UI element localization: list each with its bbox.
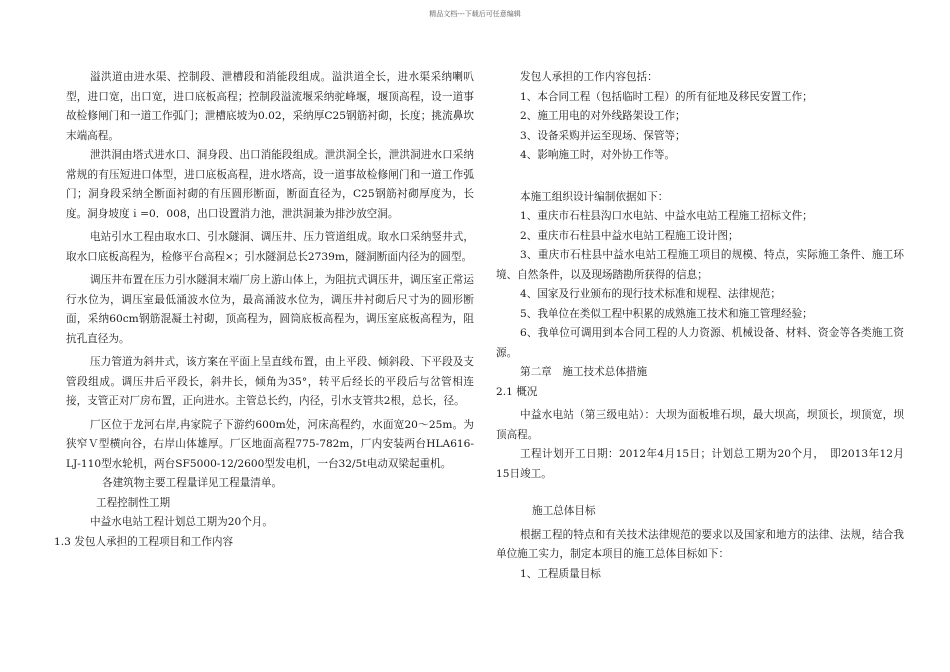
basis-item-2: 2、重庆市石柱县中益水电站工程施工设计图； xyxy=(520,229,739,242)
section-1-3-heading: 1.3 发包人承担的工程项目和工作内容 xyxy=(54,535,234,548)
flood-tunnel-paragraph: 泄洪洞由塔式进水口、洞身段、出口消能段组成。泄洪洞全长，泄洪洞进水口采纳常规的有压短进口体型，进口底板高程，进水塔高，设一道事故检修闸门和一道工作弧门；洞身段采纳全断面衬砌的有压圆形断面，断面直径为，C25钢筋衬砌厚度为，长度。洞身坡度ｉ=0．008，出口设置消力池，泄洪洞兼为排沙放空洞。 xyxy=(66,149,474,220)
diversion-paragraph: 电站引水工程由取水口、引水隧洞、调压井、压力管道组成。取水口采纳竖井式，取水口底板高程为，检修平台高程×；引水隧洞总长2739m，隧洞断面内径为的圆型。 xyxy=(66,231,474,263)
overall-goals-heading: 施工总体目标 xyxy=(532,505,596,517)
scope-item-1: 1、本合同工程（包括临时工程）的所有征地及移民安置工作； xyxy=(520,90,813,103)
employer-scope-intro: 发包人承担的工作内容包括： xyxy=(520,71,658,83)
basis-item-1: 1、重庆市石柱县沟口水电站、中益水电站工程施工招标文件； xyxy=(520,210,813,222)
basis-item-4: 4、国家及行业颁布的现行技术标准和规程、法律规范； xyxy=(520,288,781,300)
basis-item-6: 6、我单位可调用到本合同工程的人力资源、机械设备、材料、资金等各类施工资源。 xyxy=(496,327,904,359)
schedule-text: 中益水电站工程计划总工期为20个月。 xyxy=(90,516,273,528)
scope-item-4: 4、影响施工时，对外协工作等。 xyxy=(520,149,676,161)
overview-text: 中益水电站（第三级电站）：大坝为面板堆石坝，最大坝高，坝顶长，坝顶宽，坝顶高程。 xyxy=(496,409,904,441)
basis-intro: 本施工组织设计编制依据如下： xyxy=(520,190,669,203)
quality-goal-item: 1、工程质量目标 xyxy=(520,567,601,580)
left-column xyxy=(54,68,474,552)
penstock-paragraph: 压力管道为斜井式，该方案在平面上呈直线布置，由上平段、倾斜段、下平段及支管段组成。调压井后平段长，斜井长，倾角为35°，转平后经长的平段后与岔管相连接，支管正对厂房布置，正向进水。主管总长约，内径，引水支管共2根，总长，径。 xyxy=(66,356,474,407)
chapter-2-heading: 第二章 施工技术总体措施 xyxy=(520,366,648,378)
right-column xyxy=(496,68,904,584)
basis-item-5: 5、我单位在类似工程中积累的成熟施工技术和施工管理经验； xyxy=(520,307,813,320)
goals-intro-text: 根据工程的特点和有关技术法律规范的要求以及国家和地方的法律、法规，结合我单位施工实力，制定本项目的施工总体目标如下： xyxy=(496,528,904,560)
scope-item-2: 2、施工用电的对外线路架设工作； xyxy=(520,110,686,122)
spillway-paragraph: 溢洪道由进水渠、控制段、泄槽段和消能段组成。溢洪道全长，进水渠采纳喇叭型，进口宽，出口宽，进口底板高程；控制段溢流堰采纳驼峰堰，堰顶高程，设一道事故检修闸门和一道工作弧门；泄槽底坡为0.02，采纳厚C25钢筋衬砌，长度；挑流鼻坎末端高程。 xyxy=(66,71,474,142)
scope-item-3: 3、设备采购并运至现场、保管等； xyxy=(520,129,686,142)
page-header: 精品文档---下载后可任意编辑 xyxy=(429,10,521,18)
section-2-1-heading: 2.1 概况 xyxy=(496,385,538,398)
powerhouse-paragraph: 厂区位于龙河右岸,冉家院子下游约600m处，河床高程约，水面宽20～25m。为狭窄Ｖ型横向谷，右岸山体雄厚。厂区地面高程775-782m，厂内安装两台HLA616-LJ-110型水轮机，两台SF5000-12/2600型发电机，一台32/5t电动双梁起重机。 xyxy=(66,418,474,470)
schedule-dates-text: 工程计划开工日期：2012年4月15日；计划总工期为20个月， 即2013年12月15日竣工。 xyxy=(496,448,904,480)
surge-shaft-paragraph: 调压井布置在压力引水隧洞末端厂房上游山体上，为阻抗式调压井，调压室正常运行水位为，调压室最低涌波水位为，最高涌波水位为，调压井衬砌后尺寸为的圆形断面，采纳60cm钢筋混凝土衬砌，顶高程为，圆筒底板高程为，调压室底板高程为，阻抗孔直径为。 xyxy=(66,274,474,345)
schedule-heading: 工程控制性工期 xyxy=(96,496,171,509)
basis-item-3: 3、重庆市石柱县中益水电站工程施工项目的规模、特点，实际施工条件、施工环境、自然条件，以及现场踏勘所获得的信息； xyxy=(496,249,904,281)
quantities-note: 各建筑物主要工程量详见工程量清单。 xyxy=(102,477,283,489)
